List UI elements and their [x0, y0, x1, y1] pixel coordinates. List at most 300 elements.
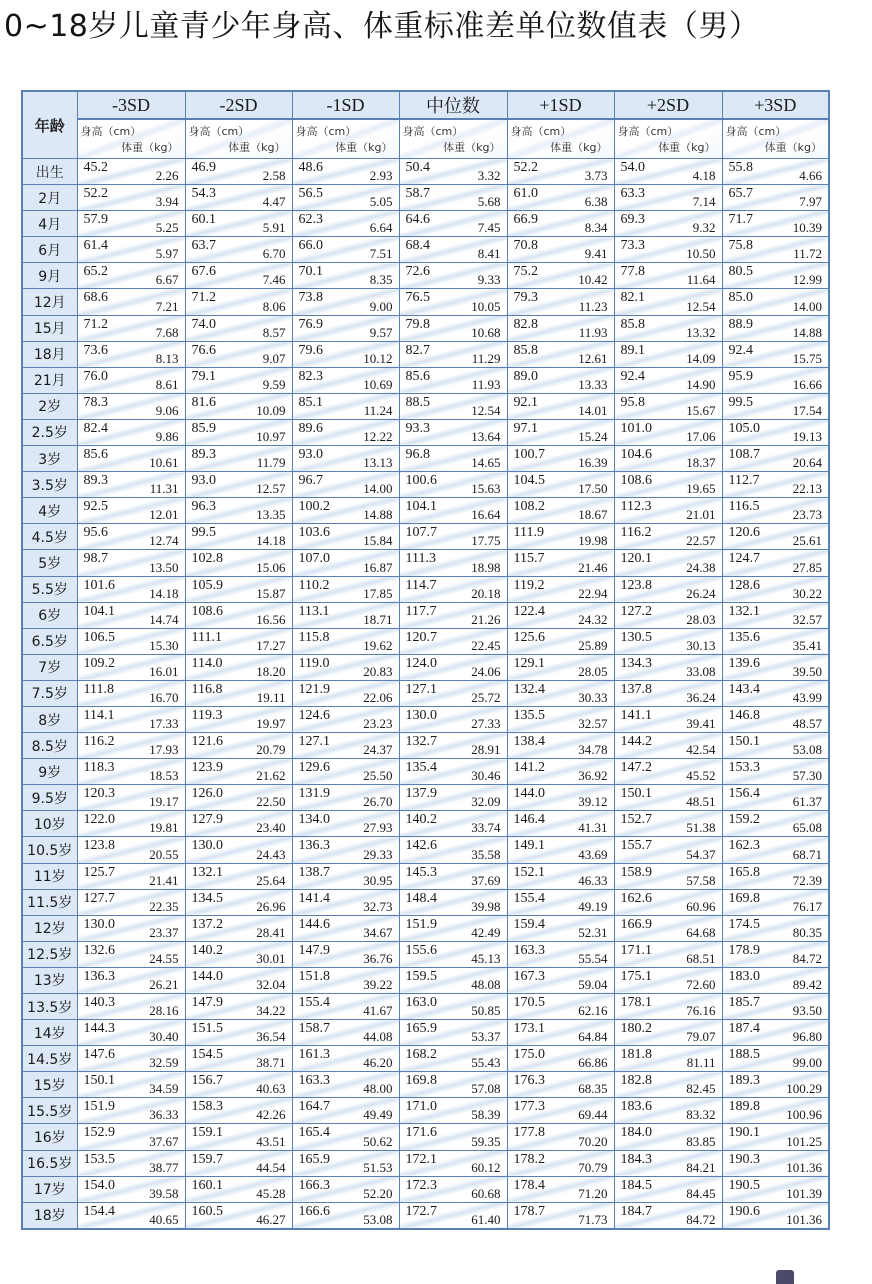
- height-value: 79.8: [405, 316, 430, 332]
- age-cell: 3.5岁: [22, 472, 77, 498]
- height-value: 120.3: [83, 786, 115, 802]
- height-value: 156.7: [191, 1073, 223, 1089]
- age-cell: 10岁: [22, 811, 77, 837]
- height-value: 54.3: [191, 186, 216, 202]
- value-cell: [292, 785, 399, 811]
- height-value: 102.8: [191, 551, 223, 567]
- height-value: 82.4: [83, 420, 108, 436]
- weight-value: 22.06: [363, 689, 393, 705]
- height-value: 120.7: [405, 629, 437, 645]
- table-row: [22, 367, 829, 393]
- table-row: [22, 263, 829, 289]
- height-value: 155.6: [405, 942, 437, 958]
- height-value: 73.3: [620, 238, 645, 254]
- weight-value: 22.50: [256, 794, 286, 810]
- height-value: 160.5: [191, 1203, 223, 1219]
- age-cell: 6岁: [22, 602, 77, 628]
- height-value: 141.4: [298, 890, 330, 906]
- value-cell: [185, 811, 292, 837]
- weight-value: 53.37: [471, 1029, 501, 1045]
- value-cell: [722, 785, 829, 811]
- height-value: 117.7: [405, 603, 437, 619]
- weight-value: 100.29: [786, 1081, 822, 1097]
- value-cell: [722, 628, 829, 654]
- height-value: 172.3: [405, 1177, 437, 1193]
- weight-value: 3.73: [584, 168, 608, 184]
- value-cell: [292, 733, 399, 759]
- age-cell: 出生: [22, 159, 77, 185]
- weight-value: 8.13: [155, 350, 179, 366]
- value-cell: [185, 967, 292, 993]
- value-cell: [292, 1150, 399, 1176]
- height-value: 113.1: [298, 603, 330, 619]
- height-value: 127.7: [83, 890, 115, 906]
- weight-value: 6.70: [262, 246, 286, 262]
- height-value: 144.0: [191, 968, 223, 984]
- table-row: [22, 576, 829, 602]
- height-value: 76.5: [405, 290, 430, 306]
- table-row: [22, 159, 829, 185]
- height-value: 62.3: [298, 212, 323, 228]
- weight-value: 2.93: [369, 168, 393, 184]
- weight-value: 6.38: [584, 194, 608, 210]
- value-cell: [399, 602, 507, 628]
- value-cell: [292, 393, 399, 419]
- weight-value: 72.39: [792, 872, 822, 888]
- value-cell: [722, 1150, 829, 1176]
- height-value: 76.9: [298, 316, 323, 332]
- weight-value: 59.04: [578, 977, 608, 992]
- weight-value: 6.67: [155, 272, 179, 288]
- weight-value: 83.32: [686, 1107, 716, 1123]
- age-cell: 12岁: [22, 915, 77, 941]
- weight-value: 12.61: [578, 350, 608, 366]
- value-cell: [185, 706, 292, 732]
- weight-value: 13.64: [471, 429, 501, 445]
- unit-subheader: [292, 119, 399, 159]
- height-value: 184.3: [620, 1151, 652, 1167]
- weight-value: 24.38: [686, 559, 716, 575]
- value-cell: [507, 263, 614, 289]
- value-cell: [185, 159, 292, 185]
- value-cell: [185, 1176, 292, 1202]
- weight-value: 25.72: [471, 689, 501, 705]
- value-cell: [399, 1020, 507, 1046]
- value-cell: [292, 654, 399, 680]
- value-cell: [722, 941, 829, 967]
- age-cell: 4.5岁: [22, 524, 77, 550]
- weight-value: 19.13: [792, 429, 822, 445]
- value-cell: [507, 628, 614, 654]
- weight-value: 83.85: [686, 1133, 716, 1149]
- value-cell: [507, 1202, 614, 1229]
- weight-value: 69.44: [578, 1107, 608, 1123]
- height-value: 104.1: [83, 603, 115, 619]
- weight-value: 13.13: [363, 455, 393, 471]
- height-value: 125.7: [83, 864, 115, 880]
- height-value: 100.6: [405, 473, 437, 489]
- value-cell: [185, 446, 292, 472]
- height-value: 72.6: [405, 264, 430, 280]
- value-cell: [614, 733, 722, 759]
- value-cell: [722, 1124, 829, 1150]
- height-value: 109.2: [83, 655, 115, 671]
- value-cell: [292, 341, 399, 367]
- height-value: 158.9: [620, 864, 652, 880]
- height-value: 70.8: [513, 238, 538, 254]
- weight-value: 32.04: [256, 977, 286, 992]
- height-value: 132.1: [191, 864, 223, 880]
- weight-value: 9.06: [155, 402, 179, 418]
- table-row: [22, 498, 829, 524]
- value-cell: [614, 550, 722, 576]
- table-row: [22, 733, 829, 759]
- weight-value: 23.73: [792, 507, 822, 523]
- sd-column-header: -3SD: [77, 91, 185, 119]
- height-value: 96.7: [298, 473, 323, 489]
- weight-value: 15.87: [256, 585, 286, 601]
- value-cell: [507, 706, 614, 732]
- value-cell: [292, 1124, 399, 1150]
- unit-subheader: [399, 119, 507, 159]
- table-row: [22, 889, 829, 915]
- value-cell: [185, 994, 292, 1020]
- height-value: 92.4: [620, 368, 645, 384]
- height-value: 130.0: [83, 916, 115, 932]
- value-cell: [77, 289, 185, 315]
- age-column-header: 年龄: [22, 91, 77, 159]
- age-cell: 10.5岁: [22, 837, 77, 863]
- value-cell: [77, 1098, 185, 1124]
- value-cell: [399, 315, 507, 341]
- age-cell: 11.5岁: [22, 889, 77, 915]
- height-value: 81.6: [191, 394, 216, 410]
- value-cell: [614, 602, 722, 628]
- height-value: 101.6: [83, 577, 115, 593]
- weight-value: 17.27: [256, 637, 286, 653]
- height-value: 111.9: [513, 525, 544, 541]
- growth-standard-table: [21, 90, 830, 1230]
- weight-value: 10.69: [363, 376, 393, 392]
- weight-value: 46.27: [256, 1211, 286, 1227]
- age-cell: 13.5岁: [22, 994, 77, 1020]
- weight-value: 27.33: [471, 716, 501, 732]
- height-value: 148.4: [405, 890, 437, 906]
- weight-value: 8.41: [477, 246, 501, 262]
- height-value: 177.3: [513, 1099, 545, 1115]
- value-cell: [507, 733, 614, 759]
- value-cell: [399, 889, 507, 915]
- value-cell: [614, 994, 722, 1020]
- weight-value: 7.45: [477, 220, 501, 236]
- height-value: 100.7: [513, 447, 545, 463]
- height-value: 115.8: [298, 629, 330, 645]
- height-unit-label: 身高（cm）: [295, 125, 357, 138]
- height-value: 79.3: [513, 290, 538, 306]
- weight-value: 8.61: [155, 376, 179, 392]
- height-value: 52.2: [513, 160, 538, 175]
- weight-value: 26.24: [686, 585, 716, 601]
- weight-value: 22.35: [149, 898, 179, 914]
- height-value: 111.1: [191, 629, 222, 645]
- value-cell: [292, 994, 399, 1020]
- weight-value: 101.39: [786, 1185, 822, 1201]
- height-value: 71.7: [728, 212, 753, 228]
- value-cell: [507, 785, 614, 811]
- weight-unit-label: 体重（kg）: [764, 141, 822, 154]
- height-value: 108.6: [620, 473, 652, 489]
- value-cell: [507, 576, 614, 602]
- weight-value: 8.06: [262, 298, 286, 314]
- value-cell: [507, 393, 614, 419]
- height-value: 123.9: [191, 760, 223, 776]
- value-cell: [507, 915, 614, 941]
- weight-value: 17.06: [686, 429, 716, 445]
- weight-value: 96.80: [792, 1029, 822, 1045]
- height-value: 149.1: [513, 838, 545, 854]
- height-value: 85.9: [191, 420, 216, 436]
- weight-value: 42.26: [256, 1107, 286, 1123]
- value-cell: [507, 419, 614, 445]
- height-value: 105.0: [728, 420, 760, 436]
- value-cell: [614, 185, 722, 211]
- weight-value: 66.86: [578, 1055, 608, 1071]
- table-row: [22, 289, 829, 315]
- value-cell: [77, 393, 185, 419]
- weight-value: 43.69: [578, 846, 608, 862]
- value-cell: [185, 419, 292, 445]
- value-cell: [399, 393, 507, 419]
- height-value: 175.1: [620, 968, 652, 984]
- height-value: 144.3: [83, 1021, 115, 1037]
- value-cell: [77, 315, 185, 341]
- height-value: 107.7: [405, 525, 437, 541]
- height-value: 151.8: [298, 968, 330, 984]
- value-cell: [77, 680, 185, 706]
- weight-value: 84.72: [792, 950, 822, 966]
- weight-value: 41.67: [363, 1003, 393, 1019]
- value-cell: [399, 837, 507, 863]
- height-value: 189.8: [728, 1099, 760, 1115]
- height-value: 189.3: [728, 1073, 760, 1089]
- weight-value: 10.42: [578, 272, 608, 288]
- weight-value: 68.71: [792, 846, 822, 862]
- weight-value: 20.18: [471, 585, 501, 601]
- weight-value: 14.65: [471, 455, 501, 471]
- height-value: 153.3: [728, 760, 760, 776]
- weight-value: 59.35: [471, 1133, 501, 1149]
- weight-value: 15.67: [686, 402, 716, 418]
- weight-value: 64.68: [686, 924, 716, 940]
- height-value: 178.9: [728, 942, 760, 958]
- value-cell: [614, 237, 722, 263]
- value-cell: [185, 759, 292, 785]
- height-value: 143.4: [728, 681, 760, 697]
- weight-value: 38.77: [149, 1159, 179, 1175]
- height-value: 159.4: [513, 916, 545, 932]
- value-cell: [722, 211, 829, 237]
- weight-value: 10.05: [471, 298, 501, 314]
- age-cell: 5.5岁: [22, 576, 77, 602]
- weight-value: 25.89: [578, 637, 608, 653]
- height-value: 158.3: [191, 1099, 223, 1115]
- height-value: 153.5: [83, 1151, 115, 1167]
- weight-value: 5.05: [369, 194, 393, 210]
- value-cell: [399, 419, 507, 445]
- value-cell: [722, 159, 829, 185]
- weight-value: 7.97: [799, 194, 822, 210]
- value-cell: [185, 315, 292, 341]
- weight-value: 9.59: [262, 376, 286, 392]
- table-row: [22, 759, 829, 785]
- weight-value: 100.96: [786, 1107, 822, 1123]
- weight-value: 40.63: [256, 1081, 286, 1097]
- height-value: 71.2: [191, 290, 216, 306]
- height-value: 101.0: [620, 420, 652, 436]
- weight-value: 28.16: [149, 1003, 179, 1019]
- height-value: 45.2: [83, 160, 108, 175]
- value-cell: [507, 498, 614, 524]
- height-value: 190.5: [728, 1177, 760, 1193]
- value-cell: [614, 367, 722, 393]
- value-cell: [292, 550, 399, 576]
- height-value: 171.1: [620, 942, 652, 958]
- height-value: 134.0: [298, 812, 330, 828]
- value-cell: [77, 576, 185, 602]
- weight-value: 15.63: [471, 481, 501, 497]
- height-value: 65.7: [728, 186, 753, 202]
- value-cell: [77, 759, 185, 785]
- height-value: 92.1: [513, 394, 538, 410]
- value-cell: [507, 472, 614, 498]
- weight-value: 41.31: [578, 820, 608, 836]
- value-cell: [614, 837, 722, 863]
- height-value: 137.8: [620, 681, 652, 697]
- height-value: 114.1: [83, 707, 115, 723]
- value-cell: [77, 1020, 185, 1046]
- height-value: 111.3: [405, 551, 436, 567]
- value-cell: [292, 863, 399, 889]
- value-cell: [399, 576, 507, 602]
- weight-value: 25.50: [363, 768, 393, 784]
- height-value: 167.3: [513, 968, 545, 984]
- weight-unit-label: 体重（kg）: [228, 141, 286, 154]
- value-cell: [722, 341, 829, 367]
- weight-value: 42.54: [686, 742, 716, 758]
- value-cell: [399, 237, 507, 263]
- weight-value: 19.65: [686, 481, 716, 497]
- height-unit-label: 身高（cm）: [402, 125, 464, 138]
- value-cell: [399, 1150, 507, 1176]
- page-title: 0~18岁儿童青少年身高、体重标准差单位数值表（男）: [4, 9, 760, 44]
- value-cell: [614, 811, 722, 837]
- weight-value: 62.16: [578, 1003, 608, 1019]
- height-value: 184.0: [620, 1125, 652, 1141]
- height-value: 119.2: [513, 577, 545, 593]
- value-cell: [292, 289, 399, 315]
- height-value: 89.1: [620, 342, 645, 358]
- value-cell: [507, 550, 614, 576]
- weight-value: 4.66: [799, 168, 822, 184]
- height-value: 89.3: [191, 447, 216, 463]
- weight-value: 15.75: [792, 350, 822, 366]
- value-cell: [185, 602, 292, 628]
- table-row: [22, 446, 829, 472]
- value-cell: [185, 550, 292, 576]
- value-cell: [292, 680, 399, 706]
- weight-value: 11.29: [471, 350, 501, 366]
- age-cell: 14岁: [22, 1020, 77, 1046]
- value-cell: [292, 472, 399, 498]
- height-value: 151.5: [191, 1021, 223, 1037]
- height-unit-label: 身高（cm）: [80, 125, 142, 138]
- weight-value: 37.67: [149, 1133, 179, 1149]
- value-cell: [77, 1150, 185, 1176]
- weight-value: 4.18: [692, 168, 716, 184]
- height-value: 178.2: [513, 1151, 545, 1167]
- age-cell: 13岁: [22, 967, 77, 993]
- value-cell: [292, 941, 399, 967]
- weight-value: 10.09: [256, 402, 286, 418]
- weight-value: 10.50: [686, 246, 716, 262]
- value-cell: [399, 863, 507, 889]
- table-row: [22, 472, 829, 498]
- height-value: 52.2: [83, 186, 108, 202]
- weight-value: 12.54: [471, 402, 501, 418]
- height-value: 159.5: [405, 968, 437, 984]
- height-value: 89.3: [83, 473, 108, 489]
- value-cell: [77, 811, 185, 837]
- age-cell: 6.5岁: [22, 628, 77, 654]
- value-cell: [185, 393, 292, 419]
- height-value: 178.1: [620, 995, 652, 1010]
- height-value: 146.4: [513, 812, 545, 828]
- height-value: 57.9: [83, 212, 108, 228]
- weight-value: 19.98: [578, 533, 608, 549]
- height-value: 151.9: [83, 1099, 115, 1115]
- height-value: 161.3: [298, 1047, 330, 1063]
- weight-value: 57.08: [471, 1081, 501, 1097]
- height-value: 190.6: [728, 1203, 760, 1219]
- height-value: 93.0: [191, 473, 216, 489]
- value-cell: [185, 524, 292, 550]
- value-cell: [185, 185, 292, 211]
- weight-value: 36.76: [363, 950, 393, 966]
- weight-value: 11.72: [793, 246, 822, 262]
- weight-value: 14.88: [792, 324, 822, 340]
- value-cell: [507, 1124, 614, 1150]
- value-cell: [292, 185, 399, 211]
- value-cell: [185, 1202, 292, 1229]
- height-value: 187.4: [728, 1021, 760, 1037]
- value-cell: [722, 837, 829, 863]
- value-cell: [614, 915, 722, 941]
- value-cell: [185, 837, 292, 863]
- height-value: 48.6: [298, 160, 323, 175]
- value-cell: [77, 1124, 185, 1150]
- weight-value: 17.75: [471, 533, 501, 549]
- table-row: [22, 211, 829, 237]
- height-value: 77.8: [620, 264, 645, 280]
- height-value: 107.0: [298, 551, 330, 567]
- value-cell: [292, 237, 399, 263]
- value-cell: [292, 211, 399, 237]
- height-value: 165.9: [298, 1151, 330, 1167]
- value-cell: [292, 576, 399, 602]
- weight-value: 32.09: [471, 794, 501, 810]
- weight-value: 36.33: [149, 1107, 179, 1123]
- value-cell: [507, 289, 614, 315]
